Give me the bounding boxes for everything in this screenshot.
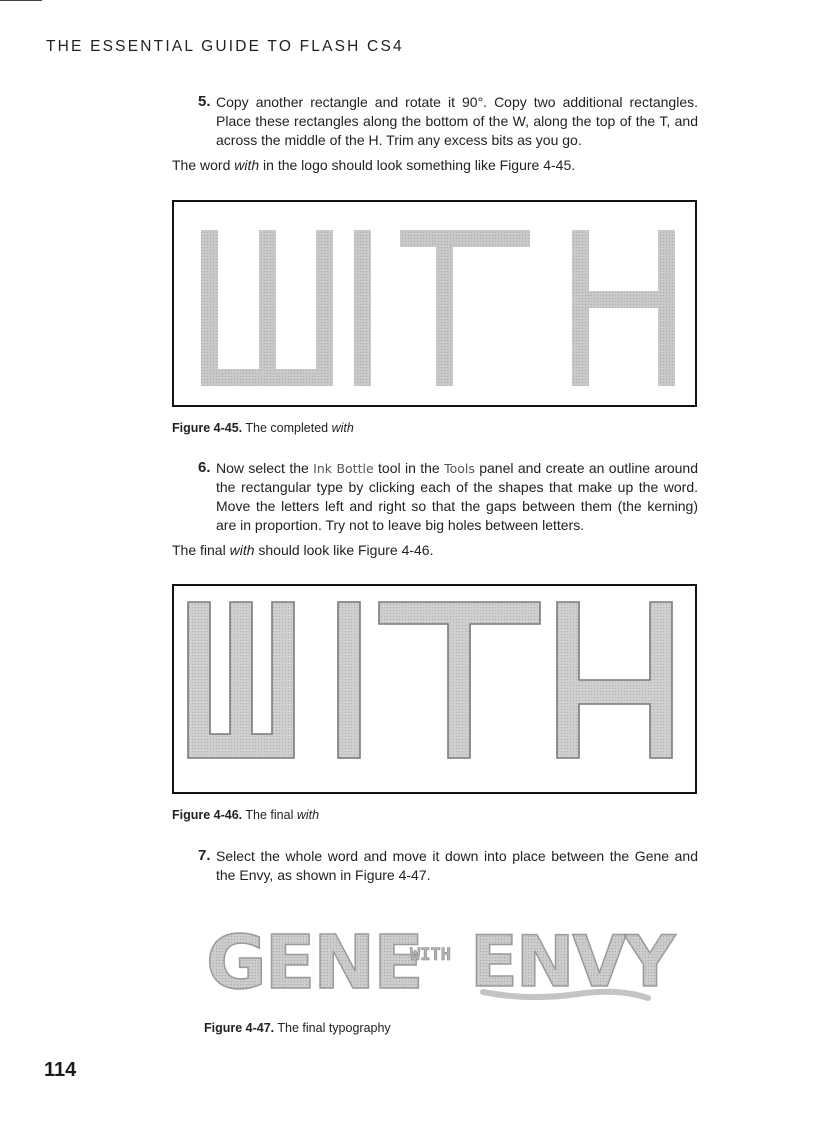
logo-text-envy: ENVY	[470, 921, 674, 1003]
logo-artwork	[198, 906, 678, 1006]
caption-emphasis: with	[296, 808, 320, 822]
tools-panel-name: Tools	[444, 461, 475, 476]
text: tool in the	[373, 460, 445, 476]
i-letter	[338, 602, 360, 758]
figure-4-47-caption	[204, 1021, 391, 1035]
caption-text: The final typography	[274, 1021, 391, 1035]
text: The final	[172, 542, 230, 558]
ink-bottle-tool-name: Ink Bottle	[313, 461, 374, 476]
step-number: 5.	[198, 93, 211, 110]
caption-emphasis: with	[331, 421, 354, 435]
caption-label: Figure 4-46.	[172, 808, 243, 822]
step-5	[198, 93, 698, 150]
figure-4-45-caption	[172, 421, 354, 435]
corner-rule	[0, 0, 42, 1]
text: panel and create an outline around the rectangular type by clicking each of the shapes that make up the word. Move the letters left and right so that the gaps between them (the kerning) are in proportion. Try not to leave big holes between letters.	[216, 460, 699, 533]
step-text	[216, 459, 698, 535]
text: The word	[172, 157, 235, 173]
figure-4-46	[172, 584, 697, 794]
logo-text-with: WITH	[410, 945, 451, 965]
t-stem	[436, 230, 453, 386]
caption-text: The completed	[242, 421, 332, 435]
caption-label: Figure 4-47.	[204, 1021, 275, 1035]
w-bottom-bar	[201, 369, 333, 386]
w-middle-bar	[259, 230, 276, 386]
gene-with-envy-logo	[198, 906, 678, 1006]
figure-4-45	[172, 200, 697, 407]
paragraph-figure-445-intro	[172, 156, 575, 175]
figure-4-46-caption	[172, 808, 319, 822]
with-outlined-illustration	[174, 586, 695, 792]
with-rectangles-illustration	[174, 202, 695, 405]
caption-label: Figure 4-45.	[172, 421, 243, 435]
w-letter	[188, 602, 294, 758]
caption-text: The final	[242, 808, 297, 822]
text: Now select the	[216, 460, 314, 476]
paragraph-figure-446-intro	[172, 541, 434, 560]
t-top-bar	[400, 230, 530, 247]
running-head: THE ESSENTIAL GUIDE TO FLASH CS4	[46, 38, 404, 55]
step-number: 7.	[198, 847, 211, 864]
step-text: Select the whole word and move it down into place between the Gene and the Envy, as shown in Figure 4-47.	[216, 848, 698, 883]
text: in the logo should look something like Figure 4-45.	[259, 157, 576, 173]
t-letter	[379, 602, 540, 758]
page-number: 114	[44, 1059, 77, 1081]
step-number: 6.	[198, 459, 211, 476]
emphasis: with	[229, 542, 255, 558]
text: should look like Figure 4-46.	[254, 542, 434, 558]
logo-text-gene: GENE	[206, 920, 422, 1006]
i-bar	[354, 230, 371, 386]
h-crossbar	[572, 291, 675, 308]
step-6	[198, 459, 698, 535]
step-7	[198, 847, 698, 885]
emphasis: with	[234, 157, 260, 173]
step-text: Copy another rectangle and rotate it 90°. Copy two additional rectangles. Place these rectangles along the bottom of the W, along the top of the T, and across the middle of the H. Trim any excess bits as you go.	[216, 94, 698, 148]
w-left-bar	[201, 230, 218, 386]
w-right-bar	[316, 230, 333, 386]
h-letter	[557, 602, 672, 758]
